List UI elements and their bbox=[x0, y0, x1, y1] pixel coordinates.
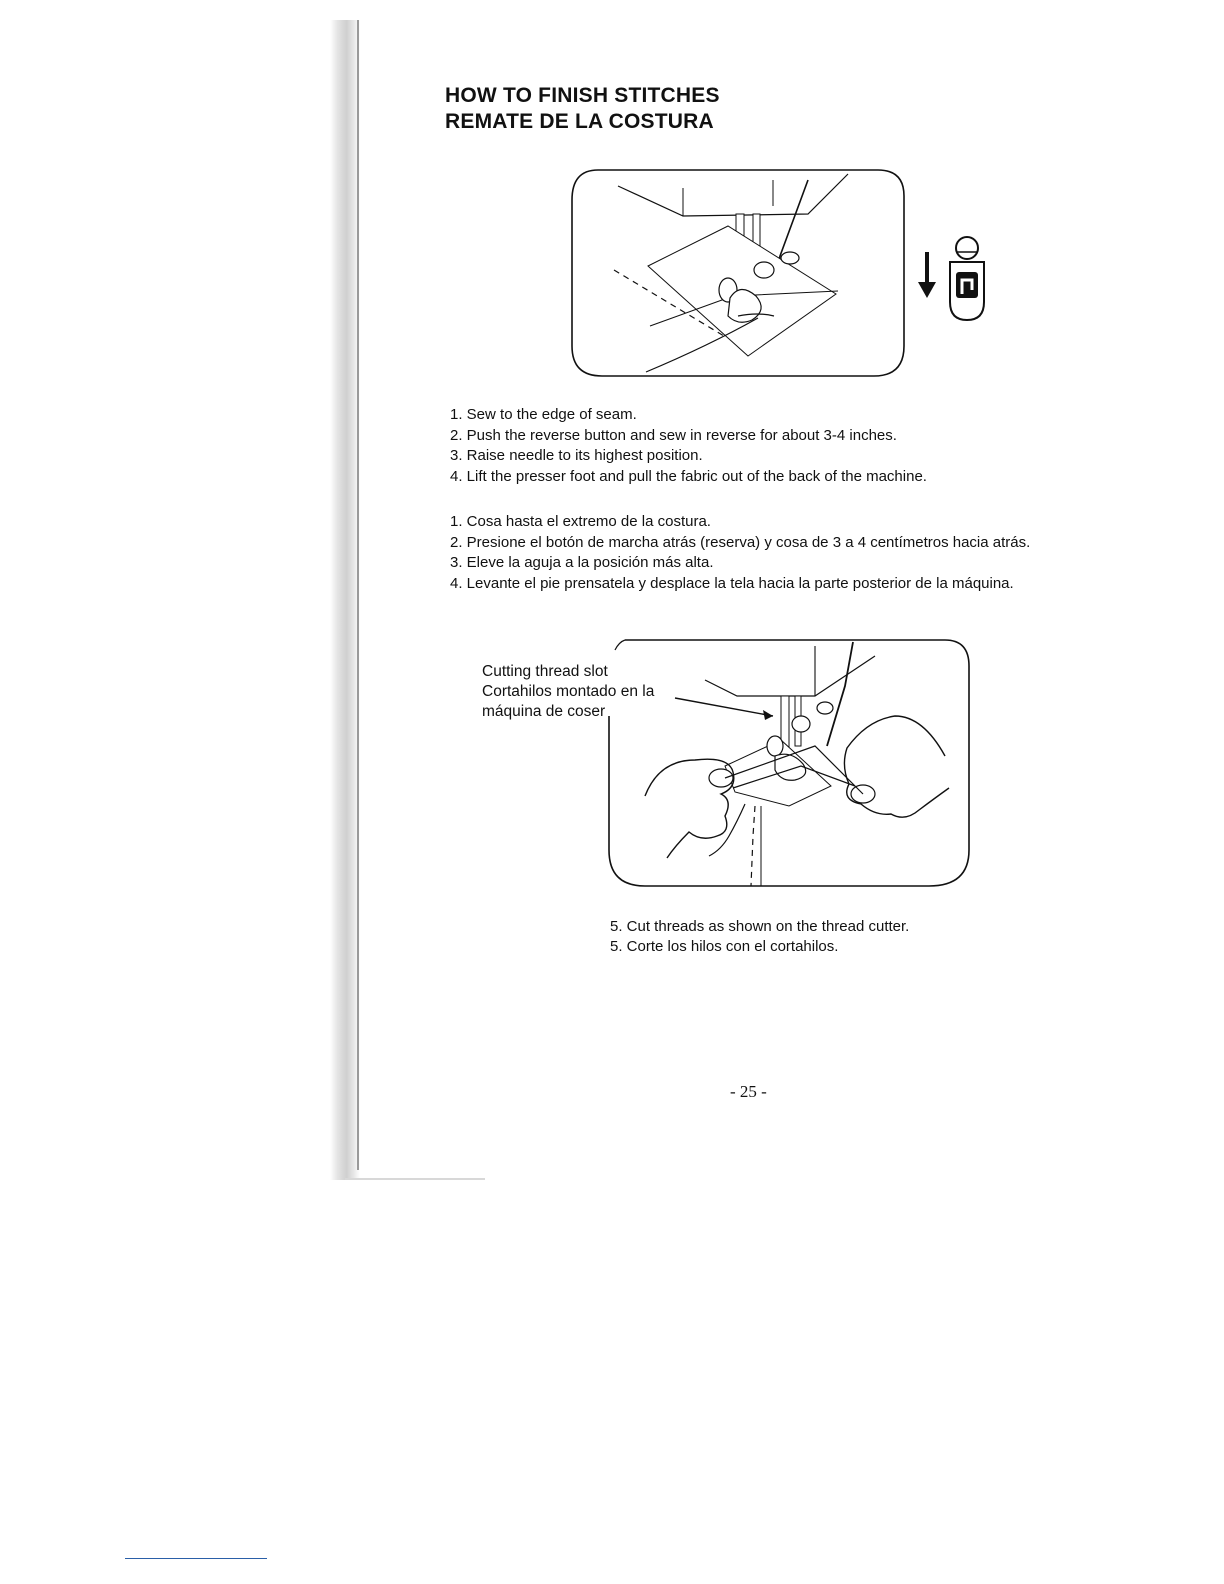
sewing-machine-needle-illustration bbox=[568, 166, 908, 380]
page-binding-bottom bbox=[345, 1178, 485, 1180]
list-item: 3. Raise needle to its highest position. bbox=[450, 447, 703, 464]
footer-link-underline bbox=[125, 1558, 267, 1559]
instruction-list-spanish bbox=[450, 512, 1030, 594]
callout-line: máquina de coser bbox=[482, 703, 606, 720]
cutting-thread-slot-callout bbox=[482, 662, 654, 722]
step-five bbox=[610, 917, 909, 956]
step-five-english: 5. Cut threads as shown on the thread cutter. bbox=[610, 918, 910, 935]
page-binding-edge bbox=[357, 20, 359, 1170]
list-item: 4. Lift the presser foot and pull the fabric out of the back of the machine. bbox=[450, 467, 927, 485]
title-spanish: REMATE DE LA COSTURA bbox=[445, 110, 714, 133]
list-item: 4. Levante el pie prensatela y desplace la tela hacia la parte posterior de la máquina. bbox=[450, 574, 1014, 592]
list-item: 2. Presione el botón de marcha atrás (reserva) y cosa de 3 a 4 centímetros hacia atrás. bbox=[450, 533, 1031, 551]
title-english: HOW TO FINISH STITCHES bbox=[445, 84, 720, 107]
list-item: 1. Sew to the edge of seam. bbox=[450, 406, 637, 423]
list-item: 1. Cosa hasta el extremo de la costura. bbox=[450, 513, 711, 530]
reverse-button-icon bbox=[912, 232, 992, 322]
page-binding-shadow bbox=[330, 20, 360, 1180]
thread-cutting-illustration bbox=[605, 636, 972, 890]
page-number: - 25 - bbox=[730, 1082, 767, 1101]
callout-line: Cutting thread slot bbox=[482, 663, 608, 680]
list-item: 3. Eleve la aguja a la posición más alta. bbox=[450, 554, 714, 571]
callout-line: Cortahilos montado en la bbox=[482, 683, 655, 700]
list-item: 2. Push the reverse button and sew in reverse for about 3-4 inches. bbox=[450, 426, 897, 444]
instruction-list-english bbox=[450, 405, 927, 487]
step-five-spanish: 5. Corte los hilos con el cortahilos. bbox=[610, 937, 839, 955]
down-arrow-icon bbox=[918, 252, 936, 298]
